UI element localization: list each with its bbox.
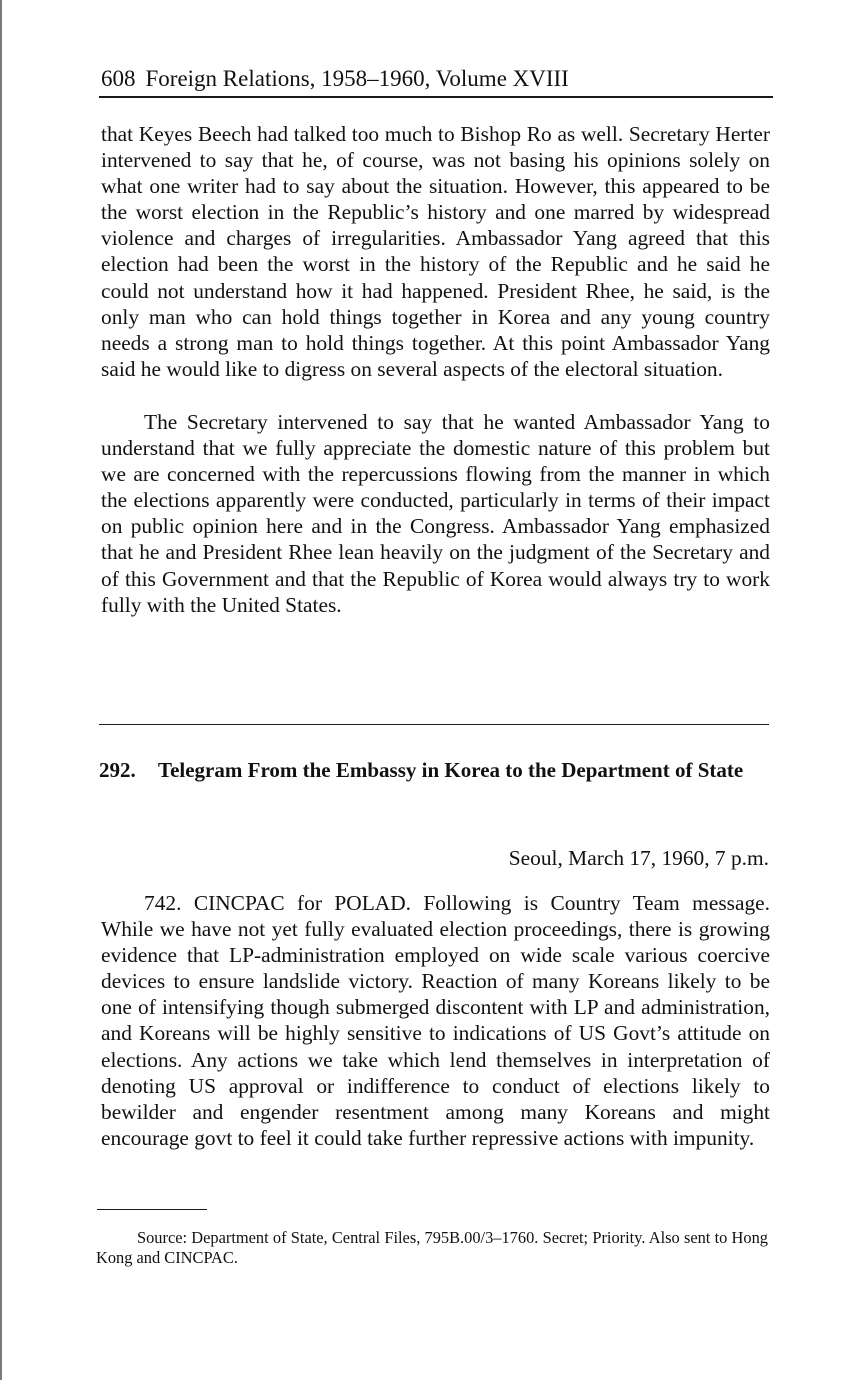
document-title: Telegram From the Embassy in Korea to the Department of State	[158, 758, 744, 782]
page-edge	[0, 0, 2, 1380]
source-footnote: Source: Department of State, Central Files, 795B.00/3–1760. Secret; Priority. Also sent to Hong Kong and CINCPAC.	[96, 1228, 768, 1267]
running-head	[101, 64, 569, 94]
document-number: 292.	[99, 758, 136, 782]
footnote-rule	[97, 1209, 207, 1210]
dateline: Seoul, March 17, 1960, 7 p.m.	[508, 846, 769, 870]
page-number: 608	[101, 66, 136, 91]
section-divider	[99, 724, 769, 725]
paragraph-continued: that Keyes Beech had talked too much to Bishop Ro as well. Secretary Herter intervened to say that he, of course, was not basing his opinions solely on what one writer had to say about the situation. However, this appeared to be the worst election in the Republic’s history and one marred by widespread violence and charges of irregularities. Ambassador Yang agreed that this election had been the worst in the history of the Republic and he said he could not understand how it had happened. President Rhee, he said, is the only man who can hold things together in Korea and any young country needs a strong man to hold things together. At this point Ambassador Yang said he would like to digress on several aspects of the electoral situation.	[101, 122, 770, 381]
paragraph-secretary: The Secretary intervened to say that he wanted Ambassador Yang to understand that we fully appreciate the domestic nature of this problem but we are concerned with the repercussions flowing from the manner in which the elections apparently were conducted, particularly in terms of their impact on public opinion here and in the Congress. Ambassador Yang emphasized that he and President Rhee lean heavily on the judgment of the Secretary and of this Government and that the Republic of Korea would always try to work fully with the United States.	[101, 410, 770, 617]
volume-title: Foreign Relations, 1958–1960, Volume XVIII	[145, 66, 569, 91]
header-rule	[99, 96, 773, 98]
telegram-body: 742. CINCPAC for POLAD. Following is Country Team message. While we have not yet fully evaluated election proceedings, there is growing evidence that LP-administration employed on wide scale various coercive devices to ensure landslide victory. Reaction of many Koreans likely to be one of intensifying though submerged discontent with LP and administration, and Koreans will be highly sensitive to indications of US Govt’s attitude on elections. Any actions we take which lend themselves in interpretation of denoting US approval or indifference to conduct of elections likely to bewilder and engender resentment among many Koreans and might encourage govt to feel it could take further repressive actions with impunity.	[101, 891, 770, 1150]
